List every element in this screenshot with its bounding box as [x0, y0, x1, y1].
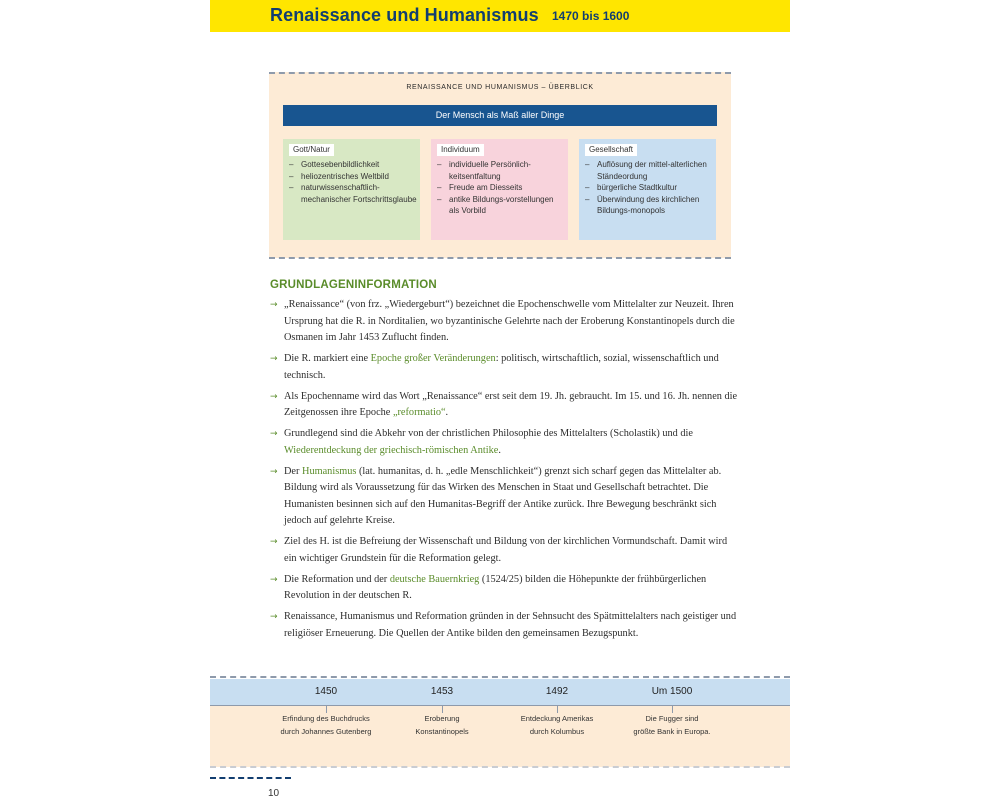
bullet-text: Die Reformation und der	[284, 573, 390, 585]
timeline-tick	[442, 705, 443, 713]
info-bullet	[270, 534, 740, 567]
highlight-term: deutsche Bauernkrieg	[389, 573, 480, 585]
bullet-text: Die R. markiert eine	[284, 353, 371, 364]
timeline-tick	[326, 705, 327, 713]
bullet-text: : politisch, wirtschaftlich, sozial, wissenschaftlich und technisch.	[284, 353, 719, 381]
timeline-year: 1450	[314, 686, 338, 697]
list-item: – heliozentrisches Weltbild	[289, 171, 417, 183]
info-bullet	[270, 464, 740, 530]
arrow-icon: →	[270, 354, 278, 364]
timeline-event-line: Entdeckung Amerikas	[520, 714, 594, 723]
bullet-text: .	[445, 407, 449, 418]
column-label: Individuum	[437, 144, 484, 156]
arrow-icon: →	[270, 574, 278, 585]
arrow-icon: →	[270, 466, 278, 477]
list-item: – Freude am Diesseits	[437, 182, 565, 194]
column-list	[289, 159, 417, 205]
column-list	[437, 159, 565, 217]
highlight-term: „reformatio“	[392, 407, 446, 418]
bullet-text: Ziel des H. ist die Befreiung der Wissenschaft und Bildung von der kirchlichen Vormundschaft. Damit wird ein wichtiger Grundstein für die Reformation gelegt.	[284, 536, 728, 564]
info-bullet	[270, 351, 740, 384]
list-item: – naturwissenschaftlich-mechanischer Fortschrittsglaube	[289, 182, 417, 205]
book-page	[210, 0, 790, 800]
timeline-tick	[672, 705, 673, 713]
list-item: – Auflösung der mittel-alterlichen Ständeordung	[585, 159, 713, 182]
timeline-event-line: Eroberung	[424, 714, 460, 723]
overview-title: RENAISSANCE UND HUMANISMUS – ÜBERBLICK	[406, 84, 594, 91]
info-list	[270, 297, 740, 647]
timeline-event-description	[382, 713, 502, 738]
arrow-icon: →	[270, 391, 278, 402]
bullet-text: .	[498, 444, 501, 456]
info-bullet	[270, 426, 740, 459]
column-list	[585, 159, 713, 217]
bullet-text: Der	[284, 465, 303, 477]
column-label: Gesellschaft	[585, 144, 637, 156]
highlight-term: Humanismus	[302, 465, 357, 477]
timeline-year: 1453	[430, 686, 454, 697]
arrow-icon: →	[270, 537, 278, 547]
overview-box	[269, 72, 731, 258]
bullet-text: „Renaissance“ (von frz. „Wiedergeburt“) bezeichnet die Epochenschwelle vom Mittelalter zur Neuzeit. Ihren Ursprung hat die R. in Norditalien, wo byzantinische Gelehrte nach der Eroberung Konstantinopels durch die Osmanen im Jahr 1453 Zuflucht finden.	[284, 299, 735, 343]
timeline-event-description	[266, 713, 386, 738]
list-item: – Gottesebenbildlichkeit	[289, 159, 417, 171]
timeline-event-line: Die Fugger sind	[645, 714, 699, 723]
divider	[269, 72, 731, 74]
bullet-text: (1524/25) bilden die Höhepunkte der frühbürgerlichen Revolution in der deutschen R.	[284, 573, 707, 601]
page-number: 10	[268, 788, 280, 799]
bullet-text: Grundlegend sind die Abkehr von der christlichen Philosophie des Mittelalters (Scholastik) und die	[284, 428, 693, 439]
overview-column-gott-natur	[283, 139, 420, 240]
bullet-text: Als Epochenname wird das Wort „Renaissance“ erst seit dem 19. Jh. gebraucht. Im 15. und 16. Jh. nennen die Zeitgenossen ihre Epoche	[284, 390, 738, 418]
overview-column-individuum	[431, 139, 568, 240]
timeline-tick	[557, 705, 558, 713]
list-item: – bürgerliche Stadtkultur	[585, 182, 713, 194]
timeline-event-line: Konstantinopels	[415, 726, 469, 736]
timeline-event-line: Erfindung des Buchdrucks	[282, 714, 370, 723]
timeline-year: 1492	[545, 686, 569, 697]
chapter-header	[210, 0, 790, 32]
chapter-title: Renaissance und Humanismus	[270, 5, 539, 25]
overview-banner: Der Mensch als Maß aller Dinge	[283, 105, 717, 126]
timeline-event-line: größte Bank in Europa.	[633, 726, 711, 736]
arrow-icon: →	[270, 429, 278, 439]
timeline	[210, 676, 790, 768]
timeline-event-description	[497, 713, 617, 738]
chapter-years: 1470 bis 1600	[552, 9, 630, 23]
timeline-event-line: durch Kolumbus	[529, 726, 585, 736]
overview-column-gesellschaft	[579, 139, 716, 240]
timeline-event-description	[612, 713, 732, 738]
divider	[269, 257, 731, 259]
timeline-event-line: durch Johannes Gutenberg	[280, 726, 372, 736]
footer-divider	[210, 777, 291, 779]
list-item: – antike Bildungs-vorstellungen als Vorbild	[437, 194, 565, 217]
info-bullet	[270, 609, 740, 642]
list-item: – individuelle Persönlich-keitsentfaltung	[437, 159, 565, 182]
section-heading: GRUNDLAGENINFORMATION	[270, 279, 437, 291]
bullet-text: Renaissance, Humanismus und Reformation gründen in der Sehnsucht des Spätmittelalters nach geistiger und religiöser Erneuerung. Die Quellen der Antike bilden den gemeinsamen Bezugspunkt.	[284, 611, 737, 639]
divider	[210, 766, 790, 768]
bullet-text: (lat. humanitas, d. h. „edle Menschlichkeit“) grenzt sich scharf gegen das Mittelalter ab. Bildung wird als Voraussetzung für das Wirken des Menschen in Staat und Gesellschaft betrachtet. Die Humanisten besinnen sich auf den Humanitas-Begriff der Antike zurück. Ihre Bewegung beschränkt sich jedoch auf gelehrte Kreise.	[284, 465, 722, 526]
arrow-icon: →	[270, 300, 278, 310]
column-label: Gott/Natur	[289, 144, 334, 156]
arrow-icon: →	[270, 612, 278, 622]
info-bullet	[270, 572, 740, 605]
list-item: – Überwindung des kirchlichen Bildungs-monopols	[585, 194, 713, 217]
divider	[210, 676, 790, 678]
info-bullet	[270, 297, 740, 347]
highlight-term: Epoche großer Veränderungen	[370, 353, 496, 364]
info-bullet	[270, 389, 740, 422]
highlight-term: Wiederentdeckung der griechisch-römischen Antike	[284, 444, 499, 456]
timeline-year: Um 1500	[651, 686, 693, 697]
